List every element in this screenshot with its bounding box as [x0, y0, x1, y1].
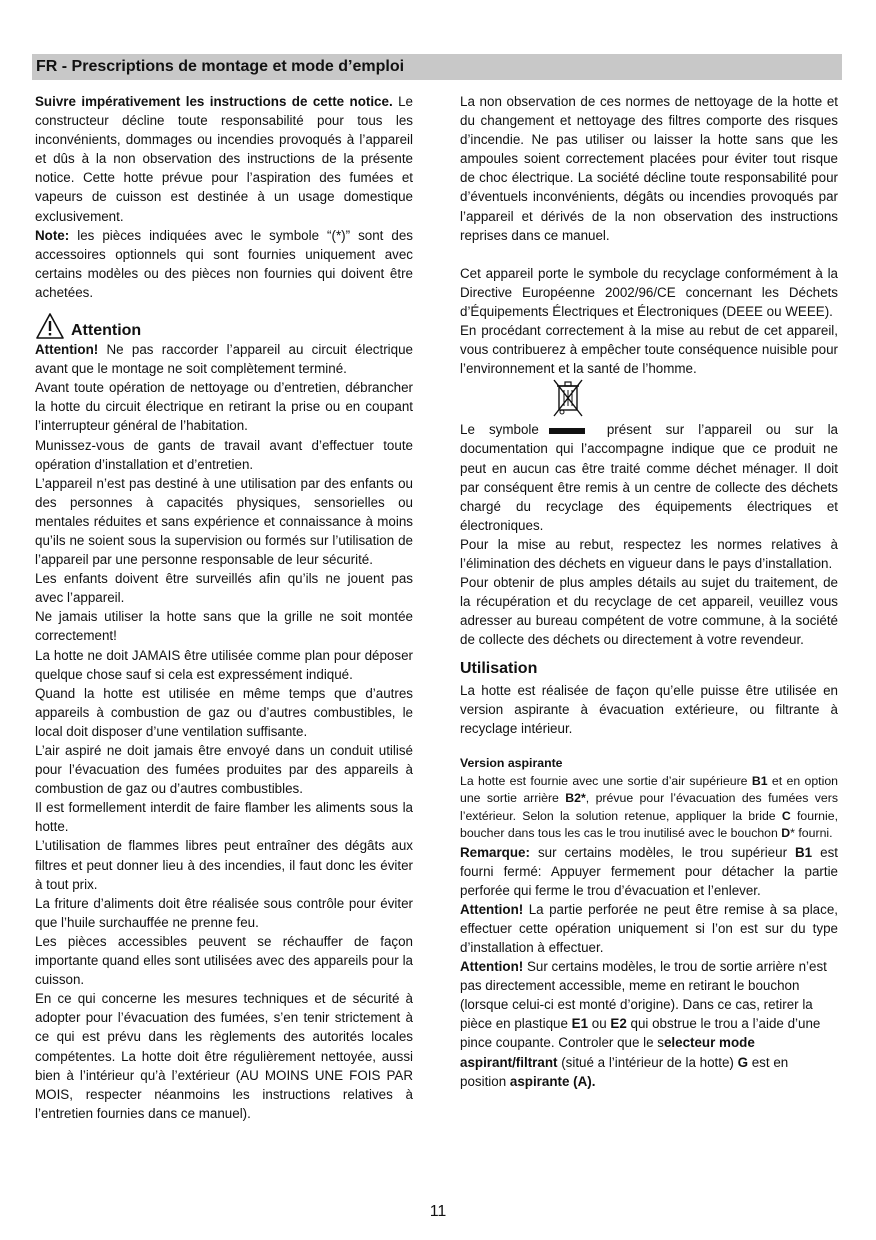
page-number: 11: [429, 1203, 447, 1220]
disposal-rules-paragraph: Pour la mise au rebut, respectez les normes relatives à l’élimination des déchets en vigueur dans le pays d’installation.: [460, 536, 838, 571]
weee-paragraph: Cet appareil porte le symbole du recyclage conformément à la Directive Européenne 2002/96/CE concernant les Déchets d’Équipements Électriques et Électroniques (DEEE ou WEEE).: [460, 265, 838, 319]
attention-title: Attention: [71, 321, 142, 339]
warning-triangle-icon: [35, 312, 65, 340]
attention-text: Ne pas raccorder l’appareil au circuit électrique avant que le montage ne soit complètement terminé.: [35, 342, 413, 377]
section-title: FR - Prescriptions de montage et mode d’emploi: [36, 58, 405, 75]
attention-perforee-paragraph: Attention! La partie perforée ne peut être remise à sa place, effectuer cette opération uniquement si l’on est sur du type d’installation à effectuer.: [460, 901, 838, 955]
attention-paragraph: [35, 340, 413, 378]
safety-paragraph: Ne jamais utiliser la hotte sans que la grille ne soit montée correctement!: [35, 609, 413, 644]
safety-paragraph: Les enfants doivent être surveillés afin qu’ils ne jouent pas avec l’appareil.: [35, 571, 413, 606]
disposal-paragraph: En procédant correctement à la mise au rebut de cet appareil, vous contribuerez à empêcher toute conséquence nuisible pour l’environnement et la santé de l’homme.: [460, 323, 838, 377]
safety-paragraph: Avant toute opération de nettoyage ou d’entretien, débrancher la hotte du circuit électrique en retirant la prise ou en coupant l’interrupteur général de l’habitation.: [35, 380, 413, 434]
symbol-paragraph: [460, 420, 838, 535]
utilisation-heading: Utilisation: [460, 660, 538, 678]
note-label: Note:: [35, 227, 70, 243]
remarque-paragraph: Remarque: sur certains modèles, le trou supérieur B1 est fourni fermé: Appuyer fermement pour détacher la partie perforée qui ferme le trou d’évacuation et l’enlever.: [460, 844, 838, 898]
safety-paragraph: La friture d’aliments doit être réalisée sous contrôle pour éviter que l’huile surchauffée ne prenne feu.: [35, 895, 413, 930]
section-header-bar: [32, 54, 842, 80]
symbol-text-after: présent sur l’appareil ou sur la documentation qui l’accompagne indique que ce produit ne peut en aucun cas être traité comme déchet ménager. Il doit par conséquent être remis à un centre de collecte des déchets chargé du recyclage des équipements électriques et électroniques.: [460, 422, 838, 533]
crossed-bin-icon: [552, 378, 584, 418]
symbol-text-before: Le symbole: [460, 422, 539, 438]
version-aspirante-paragraph: La hotte est fournie avec une sortie d’air supérieure B1 et en option une sortie arrière B2*, prévue pour l’évacuation des fumées vers l’extérieur. Selon la solution retenue, appliquer la bride C fournie, boucher dans tous les cas le trou inutilisé avec le bouchon D* fourni.: [460, 773, 839, 841]
right-column: [460, 92, 838, 1091]
safety-paragraph: La hotte ne doit JAMAIS être utilisée comme plan pour déposer quelque chose sauf si cela est expressément indiqué.: [35, 647, 413, 682]
details-paragraph: Pour obtenir de plus amples détails au sujet du traitement, de la récupération et du recyclage de cet appareil, veuillez vous adresser au bureau compétent de votre commune, à la société de collecte des déchets ou directement à votre revendeur.: [460, 575, 838, 648]
safety-paragraph: Il est formellement interdit de faire flamber les aliments sous la hotte.: [35, 800, 413, 835]
left-column: [35, 92, 413, 1123]
safety-paragraph: Munissez-vous de gants de travail avant d’effectuer toute opération d’installation et d’entretien.: [35, 437, 413, 472]
intro-text: Le constructeur décline toute responsabilité pour tous les inconvénients, dommages ou incendies provoqués à l’appareil et dûs à la non observation des instructions de la présente notice. Cette hotte prévue pour l’aspiration des fumées et vapeurs de cuisson est destinée à un usage domestique exclusivement.: [35, 94, 413, 224]
safety-paragraph: En ce qui concerne les mesures techniques et de sécurité à adopter pour l’évacuation des fumées, s’en tenir strictement à ce qui est prévu dans les règlements des autorités locales compétentes. La hotte doit être régulièrement nettoyée, aussi bien à l’intérieur qu’à l’extérieur (AU MOINS UNE FOIS PAR MOIS, respecter néanmoins les instructions relatives à l’entretien fournies dans ce manuel).: [35, 991, 413, 1121]
attention-label: Attention!: [35, 342, 99, 358]
intro-bold: Suivre impérativement les instructions de cette notice.: [35, 94, 393, 109]
note-text: les pièces indiquées avec le symbole “(*)” sont des accessoires optionnels qui sont fournies uniquement avec certains modèles ou des pièces non fournies qui doivent être achetées.: [35, 227, 413, 300]
version-aspirante-heading: Version aspirante: [460, 755, 563, 770]
safety-paragraph: L’appareil n’est pas destiné à une utilisation par des enfants ou des personnes à capacités physiques, sensorielles ou mentales réduites et sans expérience et connaissance à moins qu’ils ne soient sous la supervision ou formés sur l’utilisation de l’appareil par une personne responsable de leur sécurité.: [35, 475, 413, 568]
safety-paragraph: Quand la hotte est utilisée en même temps que d’autres appareils à combustion de gaz ou d’autres combustibles, le local doit disposer d’une ventilation suffisante.: [35, 685, 413, 739]
attention-heading: [35, 310, 413, 340]
attention-rear-outlet-paragraph: Attention! Sur certains modèles, le trou de sortie arrière n’est pas directement accessible, meme en retirant le bouchon (lorsque celui-ci est monté d’origine). Dans ce cas, retirer la pièce en plastique E1 ou E2 qui obstrue le trou a l’aide d’une pince coupante. Controler que le selecteur mode aspirant/filtrant (situé a l’intérieur de la hotte) G est en position aspirante (A).: [460, 959, 827, 1089]
safety-paragraph: L’air aspiré ne doit jamais être envoyé dans un conduit utilisé pour l’évacuation des fumées produites par des appareils à combustion de gaz ou d’autres combustibles.: [35, 743, 413, 797]
safety-paragraph: Les pièces accessibles peuvent se réchauffer de façon importante quand elles sont utilisées avec des appareils pour la cuisson.: [35, 933, 413, 988]
maintenance-paragraph: La non observation de ces normes de nettoyage de la hotte et du changement et nettoyage des filtres comporte des risques d’incendie. Ne pas utiliser ou laisser la hotte sans que les ampoules soient correctement placées pour éviter tout risque de choc électrique. La société décline toute responsabilité pour d’éventuels inconvénients, dégâts ou incendies provoqués par l’appareil et dérivés de la non observation des instructions reprises dans ce manuel.: [460, 94, 838, 243]
safety-paragraph: L’utilisation de flammes libres peut entraîner des dégâts aux filtres et peut donner lieu à des incendies, il faut donc les éviter à tout prix.: [35, 838, 413, 892]
utilisation-paragraph: La hotte est réalisée de façon qu’elle puisse être utilisée en version aspirante à évacuation extérieure, ou filtrante à recyclage intérieur.: [460, 682, 838, 736]
weee-symbol-row: [460, 378, 838, 420]
intro-paragraph: [35, 92, 413, 226]
note-paragraph: [35, 226, 413, 302]
weee-bar-icon: [549, 428, 585, 434]
